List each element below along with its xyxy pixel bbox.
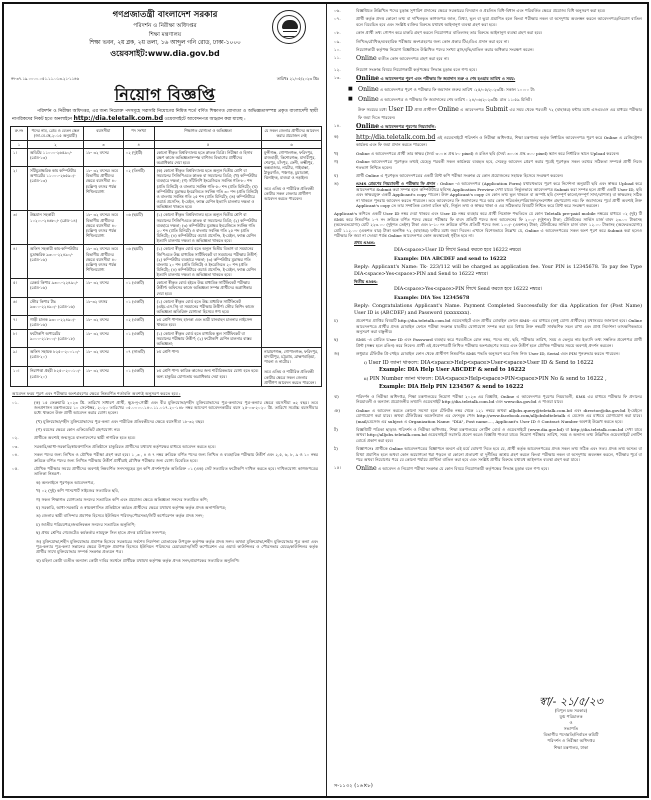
bullet-item (334, 86, 642, 94)
rule-text: প্রার্থী Online এ পূরণকৃত আবেদনপত্রের একটি প্রিন্ট কপি পরীক্ষা সংক্রান্ত যে কোন প্রয়োজনের সহায়ক হিসেবে সংরক্ষণ করবেন। (356, 173, 564, 178)
bullet-item (334, 96, 642, 104)
cell-post: স্টোর কিপার টাঃ ৯৩০০-২২৪৯০/- (গ্রেড-১৬) (27, 297, 83, 315)
term-text: মৌখিক পরীক্ষার সময়ে প্রার্থীদের অবশ্যই নিম্নবর্ণিত সনদসমূহের মূল কপি প্রদর্শনপূর্বক অতিরিক্ত ০১ (এক) সেট সত্যায়িত ফটোকপি দাখিল করতে হবে। দাখিলযোগ্য কাগজপত্রের তালিকা নিম্নরূপ: (34, 466, 318, 477)
intro-text: পরিদর্শন ও নিরীক্ষা অধিদপ্তর, এর জন্য নিম্নোক্ত পদসমূহে সরাসরি নিয়োগের নিমিত্ত শর্তে বর্ণিত শিক্ষাগত যোগ্যতা ও অভিজ্ঞতাসম্পন্ন প্রকৃত বাংলাদেশী স্থায়ী নাগরিকদের নিকট হতে অনলাইনে (12, 109, 318, 123)
cell-count: ০১ (একটি) (123, 367, 154, 386)
col-number: ৬ (262, 140, 322, 148)
note-text: এর সময় থেকে পরবর্তী ৭২ (বাহাত্তর) ঘন্টার মধ্যে এসএমএস এর মাধ্যমে পরীক্ষার ফি জমা দিতে পারবেন। (358, 107, 643, 120)
document-item: খ) ০২ (দুই) কপি পাসপোর্ট সাইজের সত্যায়িত ছবি, (36, 488, 120, 494)
government-name: গণপ্রজাতন্ত্রী বাংলাদেশ সরকার (112, 10, 218, 20)
cell-qualification: কোনো স্বীকৃত বিশ্ববিদ্যালয় হতে স্নাতক ডিগ্রি। নিরীক্ষা ও হিসাব রক্ষণ কাজে অভিজ্ঞতাসম্পন্ন বাণিজ্য বিভাগের প্রার্থীদের অগ্রাধিকার দেয়া হবে। (154, 148, 262, 166)
bullet-text: এ আবেদনপত্র ও পরীক্ষার ফি জমাদানের শেষ তারিখ : ২৪/০৬/২০২৩খ্রি: রাত ১১:৫৯ মিনিট। (379, 97, 532, 103)
term-number: ০৯. (334, 38, 341, 44)
col-number: ৩ (83, 140, 123, 148)
term-text: নিয়োগ সংক্রান্ত বিষয়ে নিয়োগকারী কর্তৃপক্ষের সিদ্ধান্ত চূড়ান্ত বলে গণ্য হবে। (356, 66, 477, 72)
recovery-item (334, 360, 642, 367)
cell-count: ০১ (একটি) (123, 329, 154, 347)
term-text: প্রার্থীকে অবশ্যই জন্মসূত্রে বাংলাদেশের স্থায়ী নাগরিক হতে হবে। (34, 435, 136, 441)
cell-qualification: (১) কোনো স্বীকৃত বিশ্ববিদ্যালয় হতে অন্যূন দ্বিতীয় শ্রেণি বা সমমানের সিজিপিএতে স্নাতক বা সমমানের ডিগ্রি; (২) কম্পিউটার ব্যবহারে দক্ষতা; (৩) কম্পিউটার মুদ্রাক্ষর ইংরেজিতে সর্বনিম্ন গতি ২০ শব্দ (প্রতি মিনিটে) ও বাংলায় সর্বনিম্ন গতি ২৫ শব্দ (প্রতি মিনিটে); (৪) কম্পিউটারে ওয়ার্ড প্রসেসিং, ই-মেইল, ফ্যাক্স মেশিন ইত্যাদি চালনায় দক্ষতা ও অভিজ্ঞতা থাকতে হবে। (154, 211, 262, 245)
col-header-age: বয়সসীমা (83, 127, 123, 140)
rule-number: ঞ) (334, 407, 340, 413)
cell-qualification: কোনো স্বীকৃত বোর্ড হইতে উচ্চ মাধ্যমিক সার্টিফিকেট পরীক্ষায় উত্তীর্ণ। অফিসের কাজে অভিজ্ঞতা সম্পন্ন প্রার্থীদের অগ্রাধিকার দেয়া হবে। (154, 279, 262, 297)
rule-text: Online এ আবেদনপত্রে প্রার্থী তার স্বাক্ষর (দৈর্ঘ্য ৩০০× প্রস্থ ৮০ pixel) ও রঙিন ছবি (দৈর্ঘ্য ৩০০× প্রস্থ ৩০০ pixel) স্ক্যান করে নির্ধারিত স্থানে Upload করবেন। (356, 150, 620, 156)
rule-item (334, 408, 642, 424)
cell-count: ০২ (তিনটি) (123, 167, 154, 211)
term-text: সরকারি/আধা-সরকারি/স্বায়ত্তশাসিত প্রতিষ্ঠানে চাকুরিরত প্রার্থীদের যথাযথ কর্তৃপক্ষের মাধ্যমে আবেদন করতে হবে। (34, 443, 216, 449)
term-text: লিখিত/মৌখিক/ব্যবহারিক পরীক্ষায় অংশগ্রহণের জন্য কোন প্রকার টিএ/ডিএ প্রদান করা হবে না। (356, 38, 509, 44)
rule-item (334, 394, 642, 405)
sms-body: : Online -এ আবেদনপত্র (Application Form) যথাযথভাবে পূরণ করে নির্দেশনা অনুযায়ী ছবি এবং স্বাক্ষর Upload করে আবেদনপত্র Submit করা সম্পন্ন হলে কম্পিউটারে ছবিসহ Application Preview দেখা যাবে। নির্ভুলভাবে আবেদনপত্র Submit করা সম্পন্ন হলে প্রার্থী একটি User ID, ছবি এবং স্বাক্ষরযুক্ত একটি Applicant's copy পাবেন। উক্ত Applicant's copy তে কোন তথ্য ভুল থাকলে বা অস্পষ্ট ছবি (সম্পূর্ণ কালো/সম্পূর্ণ সাদা/ঝাপসা) বা স্বাক্ষরসহ সঠিক না থাকলে পুনরায় আবেদন করতে পারবেন। তবে আবেদনের ফি জমাদানের পরে আর কোন পরিবর্তন/পরিমার্জন/সংশোধন গ্রহণযোগ্য নয়। ফি জমাদানের পূর্বে প্রার্থী অবশ্যই উক্ত Applicant's copy তে তার সম্প্রতিক তোলা রঙিন ছবি, নির্ভুল তথ্য ও স্বাক্ষর থাকা ও এর সঠিকতার বিষয়টি নিশ্চিত করে প্রিন্ট করে সংরক্ষণ করবেন। (356, 181, 642, 208)
cell-serial: ২। (11, 167, 28, 211)
recovery-number: ii) (364, 376, 369, 382)
rule-number: জ) (334, 351, 340, 357)
website-line (4, 49, 326, 60)
cell-qualification: ৮ম শ্রেণি পাশ। (154, 348, 262, 367)
online-label: Online (356, 123, 380, 131)
document-item: ঘ) সরকারি, আধা-সরকারি ও স্বায়ত্তশাসিত প্রতিষ্ঠানে কর্মরত প্রার্থীদের ক্ষেত্রে যথাযথ কর্তৃপক্ষ কর্তৃক প্রদত্ত অনাপত্তিপত্র; (36, 504, 227, 510)
cell-qualification: (ক) কোনো স্বীকৃত বিশ্ববিদ্যালয় হতে অন্যূন দ্বিতীয় শ্রেণি বা সমমানের সিজিপিএতে স্নাতক বা সমমানের ডিগ্রি; (খ) কম্পিউটার ব্যবহারে দক্ষতা; (গ) সাঁটলিপি ইংরেজিতে সর্বনিম্ন গতি-৮০ শব্দ (প্রতি মিনিটে) ও বাংলায় সর্বনিম্ন গতি-৫০ শব্দ (প্রতি মিনিটে); (ঘ) কম্পিউটার মুদ্রাক্ষর ইংরেজিতে সর্বনিম্ন গতি ৩০ শব্দ (প্রতি মিনিটে) ও বাংলায় সর্বনিম্ন গতি ২৫ শব্দ (প্রতি মিনিটে); (ঙ) কম্পিউটারে ওয়ার্ড প্রসেসিং, ই-মেইল, ফ্যাক্স মেশিন ইত্যাদি চালনায় দক্ষতা ও অভিজ্ঞতা থাকতে হবে। (154, 167, 262, 211)
document-item: চ) জাতীয় পরিচয়পত্র/জন্মনিবন্ধন সনদের সত্যায়িত অনুলিপি; (36, 521, 136, 527)
sms-section (334, 181, 642, 208)
rule-item (334, 159, 642, 170)
cell-qualification: ৮ম শ্রেণি পাশসহ হালকা এবং ভারী যানবাহন চালনার লাইসেন্স থাকতে হবে। (154, 316, 262, 329)
department-name: পরিদর্শন ও নিরীক্ষা অধিদপ্তর (133, 23, 197, 30)
signatory-committee: বিভাগীয় পদোন্নতি/নির্বাচন কমিটি (543, 732, 599, 738)
rule-number: ঘ) (334, 173, 339, 178)
rule-number: ট) (334, 427, 338, 432)
term-number: ০১. (12, 399, 19, 405)
rule-item (334, 173, 642, 178)
cell-count: ০৬ (ছয়টি) (123, 245, 154, 279)
cell-age: ১৮- ৩২ বৎসর (83, 148, 123, 166)
conditions-heading: আবেদন ফরম পূরণ এবং পরীক্ষায় অংশগ্রহণের ক্ষেত্রে নিম্নবর্ণিত শর্তাবলি অবশ্যই অনুসরণ করতে হবে : (12, 390, 181, 396)
issue-date: তারিখঃ ২১/০৫/২০২৩ খ্রিঃ (276, 76, 319, 81)
cell-age: ১৮- ৩২ বৎসর (83, 279, 123, 297)
term-text: কোন প্রার্থী তথ্য গোপন করে চাকরি গ্রহণ করলে নিয়োগপত্র বাতিলসহ তার বিরুদ্ধে আইনানুগ ব্যবস্থা গ্রহণ করা হবে। (356, 30, 543, 36)
term-number: ০৬. (334, 8, 341, 13)
left-column (4, 4, 327, 796)
rule-text: বিজ্ঞাপনেঃ প্রার্থীকে Online আবেদনপত্রের বিজ্ঞাপনে অংশে এই মর্মে ঘোষণা দিতে হবে যে, প্রার্থী কর্তৃক আবেদনপত্রের প্রদত্ত সকল তথ্য সঠিক এবং সত্য। প্রদত্ত তথ্য অসত্য বা মিথ্যা প্রমাণিত হলে অথবা কোন অযোগ্যতা ধরা পড়লে বা কোনো প্রতারণা বা দুর্নীতির আশ্রয় গ্রহণ করলে কিংবা পরীক্ষায় নকল বা অসদুপায় অবলম্বন করলে, পরীক্ষার পূর্বে বা পরে অথবা নিয়োগের পরে যে কোনো পর্যায়ে প্রার্থিতা বাতিল করা হবে এবং সংশ্লিষ্ট প্রার্থীর বিরুদ্ধে যথাযথ আইনগত ব্যবস্থা গ্রহণ করা যাবে। (356, 446, 642, 462)
table-row (11, 148, 322, 166)
right-column (328, 4, 648, 796)
note-text: এ আবেদনপত্র (460, 107, 484, 113)
recovery-text: User ID জানা থাকলে: DIA<space>Help<space>User<space>User ID & Send to 16222 (368, 359, 594, 366)
term-item (334, 67, 642, 72)
second-sms-reply: Reply: Congratulations Applicant's Name. Payment Completed Successfully for dia Application for (Post Name) User ID is (ABCDEF) and Password (xxxxxxxx). (354, 303, 642, 316)
signatory-office: পরিদর্শন ও নিরীক্ষা অধিদপ্তর (547, 738, 595, 744)
term-number: ০৮. (334, 30, 341, 36)
term-text: সকল পদের জন্য লিখিত ও মৌখিক পরীক্ষা গ্রহণ করা হবে। ১ ,৩ , ৪ ও ৭ নম্বর ক্রমিকে বর্ণিত পদের জন্য লিখিত ও ব্যবহারিক পরীক্ষায় উত্তীর্ণ এবং ২,৫, ৬, ৮, ৯ ও ১০ নম্বর ক্রমিকে বর্ণিত পদের জন্য লিখিত পরীক্ষায় উত্তীর্ণ প্রার্থীরাই মৌখিক পরীক্ষার জন্য যোগ্য বিবেচিত হবে। (34, 452, 318, 463)
cell-qualification: ৮ম শ্রেণি পাশ। কায়িক কাজের জন্য শারীরিকভাবে যোগ্য হতে হবে। অন্য চাকুরির যোগ্যতায় অগ্রাধিকার দেয়া হবে। (154, 367, 262, 386)
intro-text-end: ওয়েবসাইটে আবেদনপত্র আহ্বান করা যাচ্ছে : (164, 117, 246, 123)
cell-age: ১৮- ৩২ বৎসর। তবে বিভাগীয় প্রার্থীদের ক্ষেত্রে বয়সসীমা ৪০ (চল্লিশ) বৎসর পর্যন্ত শিথিলযোগ্য (83, 167, 123, 211)
terms-left (4, 397, 326, 564)
document-item: জ) মুক্তিযোদ্ধা/শহীদ মুক্তিযোদ্ধার প্রমাণক হিসেবে সরকারের সর্বশেষ নির্দেশনা মোতাবেক উপযুক্ত কর্তৃপক্ষ কর্তৃক প্রদত্ত সনদ। অথবা মুক্তিযোদ্ধা/শহীদ মুক্তিযোদ্ধার পুত্র কন্যা এবং পুত্র-কন্যার পুত্র-কন্যা সন্তানের ক্ষেত্রে উপযুক্ত প্রমাণক হিসেবে ইউনিয়ন পরিষদের চেয়ারম্যান/সিটি কর্পোরেশন এর ওয়ার্ড কাউন্সিলর ও পৌরসভার মেয়র/কাউন্সিলর কর্তৃক প্রার্থীর সাথে মুক্তিযোদ্ধার সম্পর্ক সংক্রান্ত প্রত্যয়ন পত্র। (36, 538, 318, 555)
term-item (334, 16, 642, 27)
signatory-designation: যুগ্ম পরিচালক (559, 714, 583, 720)
rule-number: ঠ) (334, 446, 338, 452)
office-address: শিক্ষা ভবন, ২য় ব্লক, ২য় তলা, ১৬ আব্দুল গনি রোড, ঢাকা-১০০০ (89, 40, 241, 47)
term-text: (ক) ১৫ ফেব্রুয়ারি ২০২৩ খ্রি. তারিখে সাধারণ প্রার্থী, ক্ষুদ্র-নৃ-গোষ্ঠী এবং বীর মুক্তিযোদ্ধা/শহীদ মুক্তিযোদ্ধাদের পুত্র-কন্যাদের পুত্র-কন্যার ক্ষেত্রে বয়সসীমা ৩২ বছর। তবে জনপ্রশাসন মন্ত্রণালয়ের ১০ সেপ্টেম্বর, ২০২০ তারিখের ০৫.০০০০.১৪০.১১.০১৭.২০-১৪৮ নম্বর আদেশে আবেদনকারীর বয়স ২৫-০৩-২০২০ খ্রি. তারিখে সর্বোচ্চ বয়সসীমার মধ্যে থাকলে উক্ত প্রার্থী আবেদন করার যোগ্য হবেন। (34, 399, 318, 416)
signatory-place: শিক্ষা মন্ত্রণালয়, ঢাকা (553, 744, 589, 750)
rule-text: শুধুমাত্র টেলিটক প্রি-পেইড মোবাইল ফোন থেকে প্রার্থীগণ নিম্নবর্ণিত SMS পদ্ধতি অনুসরণ করে নিজ নিজ User ID, Serial এবং PIN পুনরুদ্ধার করতে পারবেন। (356, 351, 620, 357)
recovery-number: i) (364, 359, 367, 365)
rule-item (334, 351, 642, 356)
document-item: ঝ) মহিলা কোটা ব্যতীত অন্যান্য কোটা দাবির সমর্থনে প্রার্থীকে যথাযথ কর্তৃপক্ষ কর্তৃক প্রদত্ত সনদ/প্রমাণকের সত্যায়িত অনুলিপি। (36, 557, 240, 563)
cell-post: রেকর্ড কিপার ৯৩০০-২২৪৯০/- (গ্রেড-১৬) (27, 279, 83, 297)
section-heading: এ আবেদনপত্র পূরণ এবং পরীক্ষার ফি জমাদান শুরু ও শেষ হওয়ার তারিখ ও সময়: (380, 75, 516, 81)
cell-age: ১৮- ৩২ বৎসর (83, 316, 123, 329)
second-sms-label: দ্বিতীয় SMS: (354, 279, 378, 285)
cell-age: ১৮- ৩২ বৎসর (83, 367, 123, 386)
col-number: ৪ (123, 140, 154, 148)
cell-serial: ৩। (11, 211, 28, 245)
signatory-conjunction: ও (569, 720, 573, 726)
table-header-row (11, 127, 322, 140)
fee-deadline-note (334, 106, 642, 120)
footer-code: স-১১৩২ (১৬×৮) (334, 783, 373, 790)
cell-qualification: (১) কোনো স্বীকৃত বোর্ড হতে উচ্চ মাধ্যমিক সার্টিফিকেট (এইচ.এস.সি) বা সমমানের পরীক্ষায় উত্তীর্ণ। স্টোর কিপিং কাজে অভিজ্ঞতা অতিরিক্ত যোগ্যতা হিসেবে গণ্য হবে। (154, 297, 262, 315)
note-userid: User ID (388, 106, 413, 114)
second-sms-example: Example: DIA Yes 12345678 (394, 295, 470, 301)
document-item: ঙ) জেলার স্থায়ী বাসিন্দার প্রমাণক হিসেবে ইউনিয়ন পরিষদ/পৌরসভা/সিটি কর্পোরেশন কর্তৃক প্রদত্ত সনদ; (36, 513, 204, 519)
term-item (12, 400, 318, 416)
cell-post: নিরাপত্তা প্রহরী ৮২৫০-২০০১০/- (গ্রেড-২০) (27, 367, 83, 386)
note-online: Online (438, 106, 459, 114)
rule-item (334, 134, 642, 148)
col-number: ১ (11, 140, 28, 148)
online-label: Online (356, 465, 377, 473)
table-row (11, 348, 322, 367)
cell-post: অফিস সহকারী কাম-কম্পিউটার মুদ্রাক্ষরিক ৯৩০০-২২৪৯০/- (গ্রেড-১৬) (27, 245, 83, 279)
online-label: Online (358, 96, 379, 104)
document-item: গ) সকল শিক্ষাগত যোগ্যতার সনদের সত্যায়িত কপি এবং প্রযোজ্য ক্ষেত্রে অভিজ্ঞতা সনদের সত্যায়িত কপি; (36, 496, 209, 502)
term-item (12, 435, 318, 440)
cell-excluded-districts (262, 348, 322, 387)
rule-item (334, 318, 642, 334)
first-sms-example: Example: DIA ABCDEF and send to 16222 (394, 256, 507, 263)
teletalk-link[interactable]: http://dia.teletalk.com.bd (356, 134, 436, 142)
online-label: Online (356, 55, 377, 63)
cell-count: ০১ (একটি) (123, 297, 154, 315)
term-item (334, 47, 642, 52)
recovery-text: PIN Number জানা থাকলে: DIA<space>Help<space>PIN<space>PIN No & send to 16222 , (369, 376, 607, 383)
term-text: নিয়োগকারী কর্তৃপক্ষ নিয়োগ বিজ্ঞপ্তিতে উল্লিখিত পদের সংখ্যা হ্রাস/বৃদ্ধি/বাতিল করার অধিকার সংরক্ষণ করেন। (356, 46, 534, 52)
col-number: ২ (27, 140, 83, 148)
term-item (334, 30, 642, 35)
term-number: ১১. (334, 55, 341, 61)
col-header-qualification: শিক্ষাগত যোগ্যতা ও অভিজ্ঞতা (154, 127, 262, 140)
bullet-icon: ■ (348, 86, 353, 93)
term-number: ০৫. (12, 466, 19, 472)
teletalk-link[interactable]: http://dia.teletalk.com.bd (73, 115, 164, 123)
signature-mark: স্বা/- ২১/৫/২৩ (539, 695, 603, 708)
recovery-example: Example: DIA Help PIN 1234567 & send to 16222 (379, 384, 524, 391)
rule-text: প্রবেশপত্র প্রাপ্তির বিষয়টি http://dia.teletalk.com.bd ওয়েবসাইটে এবং প্রার্থীর মোবাইল ফোনে SMS- এর মাধ্যমে (শুধু যোগ্য প্রার্থীদের) যথাসময়ে জানানো হবে। Online আবেদনপত্রে প্রার্থীর প্রদত্ত মোবাইল ফোনে পরীক্ষা সংক্রান্ত যাবতীয় যোগাযোগ সম্পন্ন করা হবে বিধায় উক্ত নম্বরটি সার্বক্ষণিক সচল রাখা এবং প্রাপ্ত নির্দেশনা তাৎক্ষণিকভাবে অনুসরণ করা বাঞ্ছনীয়। (356, 318, 642, 335)
first-sms-format: DIA<space>User ID লিখে Send করতে হবে 16222 নম্বরে। (394, 247, 522, 253)
term-subitem: (গ) বয়সের ক্ষেত্রে কোন এফিডেভিট গ্রহণযোগ্য নয়। (36, 427, 121, 433)
sms-heading: SMS প্রেরণের নিয়মাবলী ও পরীক্ষার ফি প্রদান (356, 181, 436, 187)
rule-text: Online আবেদনপত্রে পূরণকৃত তথ্যই যেহেতু পরবর্তী সকল কার্যক্রমে ব্যবহৃত হবে, সেহেতু আবেদন প্রেরণ করার পূর্বেই পূরণকৃত সকল তথ্যের সঠিকতা সম্পর্কে প্রার্থী নিজে শতভাগ নিশ্চিত হবেন। (356, 159, 642, 170)
term-item (334, 8, 642, 13)
rule-number: ঝ) (334, 394, 339, 400)
terms-right (328, 4, 648, 474)
rule-number: ১৫। (334, 465, 341, 471)
cell-post: উচ্চমান সহকারী ১০২০০-২৪৬৮০/- (গ্রেড-১৪) (27, 211, 83, 245)
rule-text: এই ওয়েবসাইটে পরিদর্শন ও নিরীক্ষা অধিদপ্তর, শিক্ষা মন্ত্রণালয় কর্তৃক নির্ধারিত আবেদনপত্র পূরণ করে Online এ রেজিস্ট্রেশন কার্যক্রম এবং ফি জমা প্রদান করতে পারবেন। (356, 135, 642, 148)
signatory-name: (বিপুল চন্দ্র সরকার) (554, 708, 588, 713)
note-text: উক্ত সময়ের মধ্যে (358, 107, 387, 113)
excluded-districts-text: নারায়ণগঞ্জ, গোপালগঞ্জ, ফরিদপুর, মাদারীপুর, চট্টগ্রাম, ব্রাহ্মণবাড়িয়া, পাবনা ও নাটোর। (264, 349, 319, 365)
rule-text: SMS -এ প্রেরিত User ID এবং Password ব্যবহার করে পরবর্তীতে রোল নম্বর, পদের নাম, ছবি, পরীক্ষার তারিখ, সময় ও ভেন্যুর নাম ইত্যাদি তথ্য সম্বলিত প্রবেশপত্র প্রার্থী প্রিন্ট (সম্ভব হলে রঙিন) করে নিবেন। প্রার্থী এই প্রবেশপত্রটি লিখিত পরীক্ষায় অংশগ্রহণের সময়ে এবং উত্তীর্ণ হলে মৌখিক পরীক্ষার সময়ে অবশ্যই প্রদর্শন করবেন। (356, 337, 642, 348)
cell-count: ০৭ (সাতটি) (123, 348, 154, 367)
rule-number: গ) (334, 159, 339, 165)
cell-qualification: (১) কোনো স্বীকৃত বোর্ড হতে অন্যূন দ্বিতীয় বিভাগ বা সমমানের জিপিএতে উচ্চ মাধ্যমিক সার্টিফিকেট বা সমমানের পরীক্ষায় উত্তীর্ণ; (২) কম্পিউটার ব্যবহারে দক্ষতা; (৩) কম্পিউটার মুদ্রাক্ষর গতি বাংলায় ২০ শব্দ (প্রতি মিনিটে) ও ইংরেজিতে ২০ শব্দ (প্রতি মিনিটে); (৪) কম্পিউটারে ওয়ার্ড প্রসেসিং, ই-মেইল, ফ্যাক্স মেশিন ইত্যাদি চালনায় দক্ষতা ও অভিজ্ঞতা থাকতে হবে। (154, 245, 262, 279)
rule-item (334, 337, 642, 348)
term-number: ০২. (12, 435, 19, 441)
term-number: ১৪. (334, 123, 341, 129)
col-header-excluded-districts: যে সকল জেলার প্রার্থীদের আবেদন করার প্রয়োজন নেই (262, 127, 322, 140)
cell-count: ০২ (দুইটি) (123, 148, 154, 166)
letterhead (4, 4, 326, 82)
term-subitem: (খ) মুক্তিযোদ্ধা/শহীদ মুক্তিযোদ্ধাদের পুত্র-কন্যা এবং শারীরিক প্রতিবন্ধীদের ক্ষেত্রে বয়সসীমা ১৮-৩২ বছর। (36, 418, 205, 424)
cell-post: অডিটর ১১০০০-২৬৫৯০/- (গ্রেড-১৩) (27, 148, 83, 166)
website-label: ওয়েবসাইট: (110, 48, 148, 58)
cell-post: ফটোকপি অপারেটর ৯০০০-২১৮০০/- (গ্রেড-১৮) (27, 329, 83, 347)
cell-serial: ১০। (11, 367, 28, 386)
posts-table (10, 126, 322, 387)
term-item (12, 444, 318, 449)
note-submit: Submit (485, 106, 508, 114)
online-label: Online (358, 86, 379, 94)
government-seal-icon (272, 10, 306, 44)
term-item (334, 39, 642, 44)
rule-item (334, 151, 642, 156)
rule-text: বিজ্ঞপ্তিটি পত্রিকা ছাড়াও পরিদর্শন ও নিরীক্ষা অধিদপ্তর, শিক্ষা মন্ত্রণালয়ের নোটিশ বোর্ড ও ওয়েবসাইটে (www.dia.gov.bd) বা http://dia.teletalk.com.bd দেখা যাবে অথবা http://alljobs.teletalk.com.bd ওয়েবসাইটে সরাসরি প্রবেশ করেও বিজ্ঞপ্তি পাওয়া যাবে। নিয়োগ পরীক্ষার তারিখ, সময় ও অন্যান্য তথ্য উল্লিখিত ওয়েবসাইটে নোটিশ বোর্ডে প্রকাশ করা হবে। (356, 427, 642, 443)
section-13-heading (334, 75, 642, 83)
rule-text: Online এ আবেদন করতে কোনো সমস্যা হলে টেলিটক নম্বর থেকে ১২১ নম্বরে অথবা alljobs.query@teletalk.com.bd এবং director@dia.gov.bd ই-মেইলে যোগাযোগ করা যাবে। অথবা টেলিটকের অফেসিয়াল এর ফেসবুক পেজ http://www.facebook.com/alljobsbdteletalk এ মেসেজ এর মাধ্যমে যোগাযোগ করা যাবে। (mail/মেসেজ এর subject এ Organization Name: "DIA", Post name...., Applicant's User ID ও Contract Number অবশ্যই উল্লেখ করতে হবে। (356, 407, 642, 424)
rule-number: ছ) (334, 337, 339, 343)
cell-serial: ৫। (11, 279, 28, 297)
ministry-name: শিক্ষা মন্ত্রণালয় (148, 31, 182, 38)
term-number: ০৭. (334, 16, 341, 22)
rule-text: পরিদর্শন ও নিরীক্ষা অধিদপ্তর, শিক্ষা মন্ত্রণালয়ের নিয়োগ পরীক্ষা ২০২৩ এর বিজ্ঞপ্তি, Online এ আবেদনপত্র পূরণের নিয়মাবলী, SMS এর মাধ্যমে পরীক্ষার ফি প্রদানের নিয়মাবলী ও অন্যান্য প্রয়োজনীয় তথ্যাদি ওয়েবসাইট http://dia.teletalk.com.bd এবং www.dia.gov.bd এ পাওয়া যাবে। (356, 394, 642, 405)
cell-age: ১৮- ৩২ বৎসর। তবে বিভাগীয় প্রার্থীদের ক্ষেত্রে বয়সসীমা ৪০ (চল্লিশ) বৎসর পর্যন্ত শিথিলযোগ্য (83, 211, 123, 245)
term-number: ১৩. (334, 74, 341, 80)
memo-number: নং-৩৭.১৯.০০০০.০৫১.১১.০১৩.২১-১১৪৬ (11, 76, 79, 81)
term-item (12, 452, 318, 463)
excluded-districts-text: মুন্সীগঞ্জ, গোপালগঞ্জ, ফরিদপুর, রাজবাড়ী, কিশোরগঞ্জ, মাদারীপুর, শেরপুর, চাঁদপুর, ফেনী, লক্ষ্মীপুর, কক্সবাজার, নাটোর, গাইবান্ধা, ঠাকুরগাঁও, পঞ্চগড়, চুয়াডাঙ্গা, ঝিনাইদহ, মাগুরা ও নড়াইল। (264, 149, 316, 181)
cell-post: সাঁটমুদ্রাক্ষরিক কাম কম্পিউটার অপারেটর ১১০০০-২৬৫৯০/- (গ্রেড-১৩) (27, 167, 83, 211)
signatory-role: সভাপতি (563, 726, 579, 732)
first-sms-label: প্রথম SMS: (354, 240, 376, 246)
note-text: প্রাপ্ত প্রার্থীগণ (414, 107, 437, 113)
cell-post: অফিস সহায়ক ৮২৫০-২০০১০/- (গ্রেড-২০) (27, 348, 83, 367)
section-14-heading (334, 123, 642, 131)
cell-age: ১৮-৩২ বৎসর (83, 297, 123, 315)
cell-qualification: (১) কোনো স্বীকৃত বোর্ড হতে মাধ্যমিক স্কুল সার্টিফিকেট বা সমমানের পরীক্ষায় উত্তীর্ণ; (২) ফটোকপি মেশিন চালনার বাস্তব অভিজ্ঞতা; (154, 329, 262, 347)
term-text: বিজ্ঞপ্তিতে উল্লিখিত পদের চূড়ান্ত সুপারিশ প্রদানের ক্ষেত্রে সরকারের বিদ্যমান ও প্রচলিত বিধি-বিধান এবং পরিবর্তিত ক্ষেত্রে প্রযোজ্য বিধি অনুসরণ করা হবে। (356, 8, 606, 13)
online-label: Online (356, 74, 380, 82)
rule-item (334, 446, 642, 462)
cell-serial: ৮। (11, 329, 28, 347)
cell-serial: ৯। (11, 348, 28, 367)
rule-item (334, 427, 642, 443)
term-number: ০৩. (12, 443, 19, 449)
rule-number: ক) (334, 134, 339, 140)
cell-count: ০৬ (ছয়টি) (123, 211, 154, 245)
cell-excluded-districts (262, 148, 322, 347)
cell-count: ০২ (একটি) (123, 316, 154, 329)
term-number: ১০. (334, 46, 341, 52)
term-number: ০৪. (12, 452, 19, 458)
intro-paragraph (4, 105, 326, 123)
cell-age: ১৮- ৩২ বৎসর (83, 329, 123, 347)
cell-serial: ৪। (11, 245, 28, 279)
document-item: ছ) প্রথম শ্রেণির গেজেটেড কর্মকর্তার নামযুক্ত সিল হাতে প্রদত্ত চারিত্রিক সনদপত্র; (36, 530, 167, 536)
cell-post: গাড়ী চালক ৯৩০০-২২৪৯০/- (গ্রেড-১৬) (27, 316, 83, 329)
rule-number: চ) (334, 318, 338, 324)
term-item (334, 55, 642, 63)
column-number-row (11, 140, 322, 148)
cell-count: ০১ (একটি) (123, 279, 154, 297)
excluded-districts-note: তবে এতিম ও শারীরিক প্রতিবন্ধী কোটার সকল জেলার প্রার্থীগণ আবেদন করতে পারবেন। (264, 185, 314, 201)
col-number: ৫ (154, 140, 262, 148)
first-sms-reply: Reply: Applicant's Name: Tk- 223/112 will be charged as application fee. Your PIN is 12345678. To pay fee Type DIA<space>Yes<space>PIN and Send to 16222 নম্বরে। (354, 264, 642, 277)
col-header-count: পদ সংখ্যা (123, 127, 154, 140)
recovery-item (334, 376, 642, 383)
fee-text: Applicant's কপিতে একটি User ID নম্বর দেয়া থাকবে এবং User ID নম্বর ব্যবহার করে প্রার্থী নিম্নোক্ত পদ্ধতিতে যে কোন Teletalk pre-paid mobile নম্বরের মাধ্যমে ০২ (দুই) টি SMS করে নিম্নবর্ণিত ১-৭ নং ক্রমিকে বর্ণিত পদের ক্ষেত্রে পরীক্ষার ফি বাবদ প্রতিটি পদের জন্য আবেদনের ফি ২০০/- (দুইশত) টাকা; টেলিটকের সার্ভিস চার্জ বাবদ ২৩.০০ টাকাসহ (অফেরতযোগ্য) মোট ২২৩.০০ (দুইশত তেইশ) টাকা এবং ৮-১০ নং ক্রমিকে বর্ণিত প্রতিটি পদের জন্য ১০০/- (একশত) টাকা; টেলিটকের সার্ভিস চার্জ বাবদ ১২.০০ টাকাসহ (অফেরতযোগ্য) মোট ১১২.০০ (একশত বার) টাকা অনধিক ৭২ (বাহাত্তর) ঘণ্টার মধ্যে জমা দিবেন। এখানে বিশেষভাবে উল্লেখ্য যে, Online এ আবেদনপত্রের সকল অংশ পূরণ করে Submit করা হলেও পরীক্ষার ফি জমা না দেওয়া পর্যন্ত Online আবেদনপত্র কোন অবস্থাতেই গৃহীত হবে না। (334, 211, 642, 238)
col-header-serial: ক্র.নং (11, 127, 28, 140)
excluded-districts-note: তবে এতিম ও শারীরিক প্রতিবন্ধী কোটার ক্ষেত্রে সকল জেলার প্রার্থীগণ আবেদন করতে পারবেন। (264, 369, 316, 385)
page-title: নিয়োগ বিজ্ঞপ্তি (114, 85, 216, 104)
term-text: ব্যতীত কোন আবেদনপত্র গ্রহণ করা হবে না। (377, 56, 449, 62)
term-item (12, 466, 318, 477)
bullet-icon: ■ (348, 96, 353, 103)
recovery-example: Example: DIA Help User ABCDEF & send to 16222 (379, 367, 526, 374)
term-text: প্রার্থী কর্তৃক প্রদত্ত কোনো তথ্য বা দাখিলকৃত কাগজপত্র জাল, মিথ্যা, ভুল বা ভুয়া প্রমাণিত হলে কিংবা পরীক্ষায় নকল বা অসদুপায় অবলম্বন করলে আবেদনপত্র/নিয়োগ বাতিল বলে বিবেচিত হবে এবং সংশ্লিষ্ট ব্যক্তির বিরুদ্ধে যথাযথ আইনানুগ ব্যবস্থা গ্রহণ করা হবে। (356, 16, 642, 27)
rule-number: ঙ) (334, 181, 339, 187)
second-sms-format: DIA<space>Yes<space>PIN লিখে Send করতে হবে 16222 নম্বরে। (394, 286, 542, 292)
website-link[interactable]: www.dia.gov.bd (147, 48, 220, 58)
rule-item (334, 465, 642, 473)
cell-serial: ৭। (11, 316, 28, 329)
col-header-post: পদের নাম, গ্রেড ও বেতন স্কেল (জা.বে.স্কে,২০১৫ অনুযায়ী) (27, 127, 83, 140)
job-circular-page (2, 2, 649, 798)
bullet-text: এ আবেদনপত্র পূরণ ও পরীক্ষার ফি জমাদান শুরুর তারিখ :২৫/০৫/২০২৩খ্রি: সকাল ১০:০০ টা: (379, 87, 536, 93)
term-number: ১২. (334, 66, 341, 72)
cell-serial: ৬। (11, 297, 28, 315)
rule-text: এ আবেদন ও নিয়োগ পরীক্ষা সংক্রান্ত যে কোন বিষয়ে নিয়োগকারী কর্তৃপক্ষের সিদ্ধান্ত চূড়ান্ত বলে গণ্য হবে। (377, 466, 549, 472)
cell-age: ১৮- ৩২ বৎসর। তবে বিভাগীয় প্রার্থীদের ক্ষেত্রে বয়সসীমা ৪০ (চল্লিশ) বৎসর পর্যন্ত শিথিলযোগ্য (83, 245, 123, 279)
document-item: ক) অনলাইনে পূরণকৃত আবেদনপত্র, (36, 479, 95, 485)
signature-block (516, 694, 626, 751)
rule-number: খ) (334, 150, 339, 156)
cell-age: ১৮- ৩২ বৎসর (83, 348, 123, 367)
section-heading: এ আবেদনপত্র পূরণের নিয়মাবলি: (380, 124, 436, 130)
cell-serial: ১। (11, 148, 28, 166)
